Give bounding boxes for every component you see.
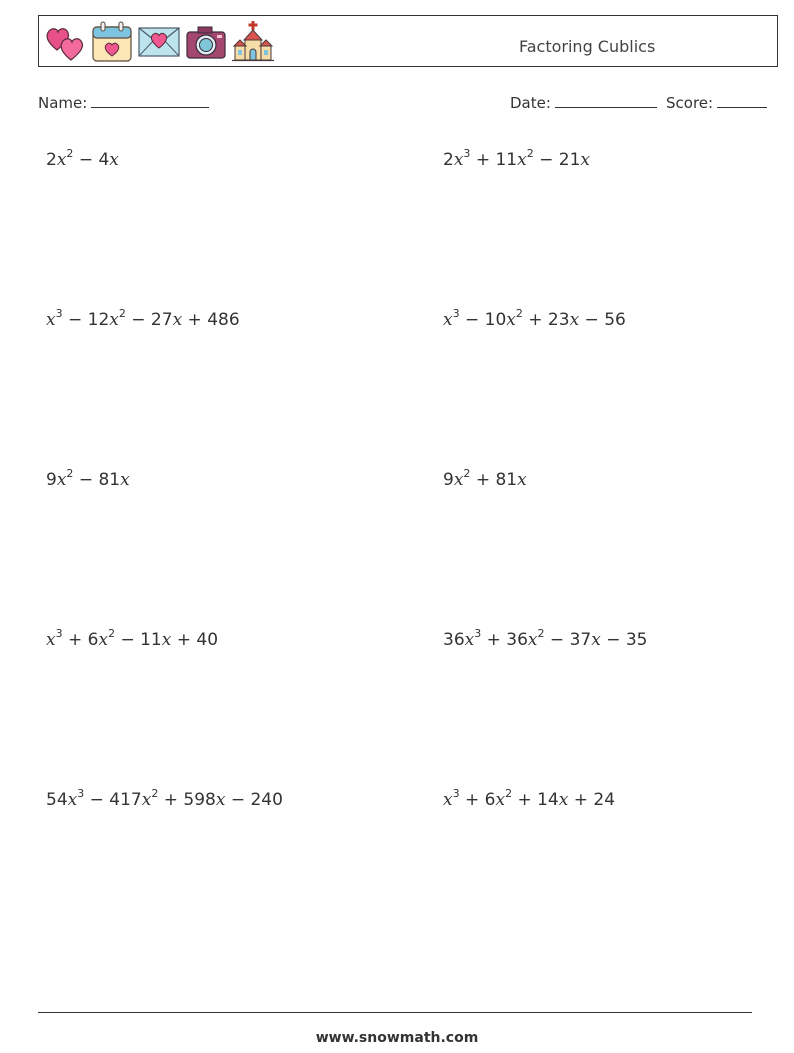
name-field <box>38 93 209 112</box>
date-label: Date: <box>510 94 551 112</box>
math-term: 2 <box>118 307 126 320</box>
math-term: 2 <box>463 467 471 480</box>
problem-6 <box>443 467 527 490</box>
math-term: − 27 <box>125 310 173 330</box>
math-term: + 81 <box>470 470 518 490</box>
math-term: − 37 <box>544 630 592 650</box>
date-field <box>510 93 657 112</box>
math-term: x <box>517 150 527 170</box>
name-label: Name: <box>38 94 88 112</box>
math-term: x <box>46 630 56 650</box>
math-term: x <box>56 470 67 490</box>
hearts-icon <box>43 20 87 64</box>
date-blank <box>555 93 657 108</box>
math-term: + 40 <box>171 630 219 650</box>
problem-10 <box>443 787 616 810</box>
math-term: x <box>517 470 527 490</box>
math-term: 3 <box>463 147 471 160</box>
math-term: x <box>172 310 183 330</box>
math-term: − 12 <box>62 310 110 330</box>
math-term: x <box>495 790 506 810</box>
math-term: − 11 <box>115 630 162 650</box>
footer-url: www.snowmath.com <box>315 1030 479 1046</box>
math-term: x <box>215 790 226 810</box>
math-term: 2 <box>66 467 74 480</box>
love-letter-icon <box>137 20 181 64</box>
camera-icon <box>185 20 227 64</box>
math-term: 2 <box>515 307 523 320</box>
math-term: 3 <box>452 787 460 800</box>
math-term: − 81 <box>73 470 121 490</box>
math-term: x <box>109 150 119 170</box>
math-term: x <box>161 630 172 650</box>
problem-8 <box>443 627 648 650</box>
page-title: Factoring Cublics <box>519 37 656 56</box>
math-term: + 6 <box>459 790 496 810</box>
math-term: + 36 <box>481 630 528 650</box>
math-term: − 35 <box>600 630 648 650</box>
calendar-heart-icon <box>91 20 133 64</box>
math-term: x <box>506 310 516 330</box>
math-term: − 56 <box>579 310 626 330</box>
problem-3 <box>46 307 240 330</box>
math-term: 3 <box>452 307 460 320</box>
math-term: 2 <box>526 147 534 160</box>
math-term: + 6 <box>62 630 99 650</box>
math-term: x <box>443 790 453 810</box>
math-term: − 10 <box>459 310 507 330</box>
problem-9 <box>46 787 283 810</box>
math-term: x <box>558 790 569 810</box>
math-term: 3 <box>55 307 63 320</box>
math-term: x <box>141 790 152 810</box>
math-term: − 21 <box>533 150 581 170</box>
math-term: − 4 <box>73 150 110 170</box>
problem-2 <box>443 147 590 170</box>
math-term: + 11 <box>470 150 518 170</box>
math-term: 36 <box>443 630 465 650</box>
math-term: + 23 <box>522 310 570 330</box>
header-icons <box>43 20 275 64</box>
math-term: x <box>527 630 538 650</box>
math-term: 3 <box>474 627 482 640</box>
math-term: + 486 <box>182 310 240 330</box>
worksheet-header <box>38 15 778 67</box>
problem-5 <box>46 467 130 490</box>
math-term: + 24 <box>568 790 616 810</box>
church-icon <box>231 20 275 64</box>
math-term: x <box>67 790 78 810</box>
math-term: − 417 <box>84 790 142 810</box>
math-term: + 598 <box>158 790 216 810</box>
score-blank <box>717 93 767 108</box>
math-term: x <box>46 310 56 330</box>
math-term: − 240 <box>225 790 283 810</box>
math-term: 2 <box>66 147 74 160</box>
math-term: x <box>120 470 130 490</box>
math-term: x <box>453 150 464 170</box>
math-term: 2 <box>108 627 116 640</box>
math-term: 3 <box>55 627 63 640</box>
math-term: 54 <box>46 790 68 810</box>
math-term: x <box>109 310 119 330</box>
math-term: 2 <box>505 787 513 800</box>
math-term: x <box>98 630 109 650</box>
math-term: x <box>580 150 590 170</box>
math-term: x <box>453 470 464 490</box>
name-blank <box>91 93 209 108</box>
problem-1 <box>46 147 119 170</box>
math-term: 2 <box>46 150 57 170</box>
math-term: 9 <box>443 470 454 490</box>
score-label: Score: <box>666 94 714 112</box>
math-term: 9 <box>46 470 57 490</box>
math-term: x <box>443 310 453 330</box>
score-field <box>666 93 767 112</box>
math-term: 2 <box>537 627 545 640</box>
math-term: x <box>569 310 580 330</box>
math-term: + 14 <box>512 790 559 810</box>
math-term: 2 <box>443 150 454 170</box>
math-term: x <box>591 630 601 650</box>
footer-divider <box>38 1012 752 1013</box>
problem-7 <box>46 627 219 650</box>
math-term: x <box>464 630 475 650</box>
math-term: 2 <box>151 787 159 800</box>
math-term: 3 <box>77 787 85 800</box>
math-term: x <box>56 150 67 170</box>
problem-4 <box>443 307 626 330</box>
